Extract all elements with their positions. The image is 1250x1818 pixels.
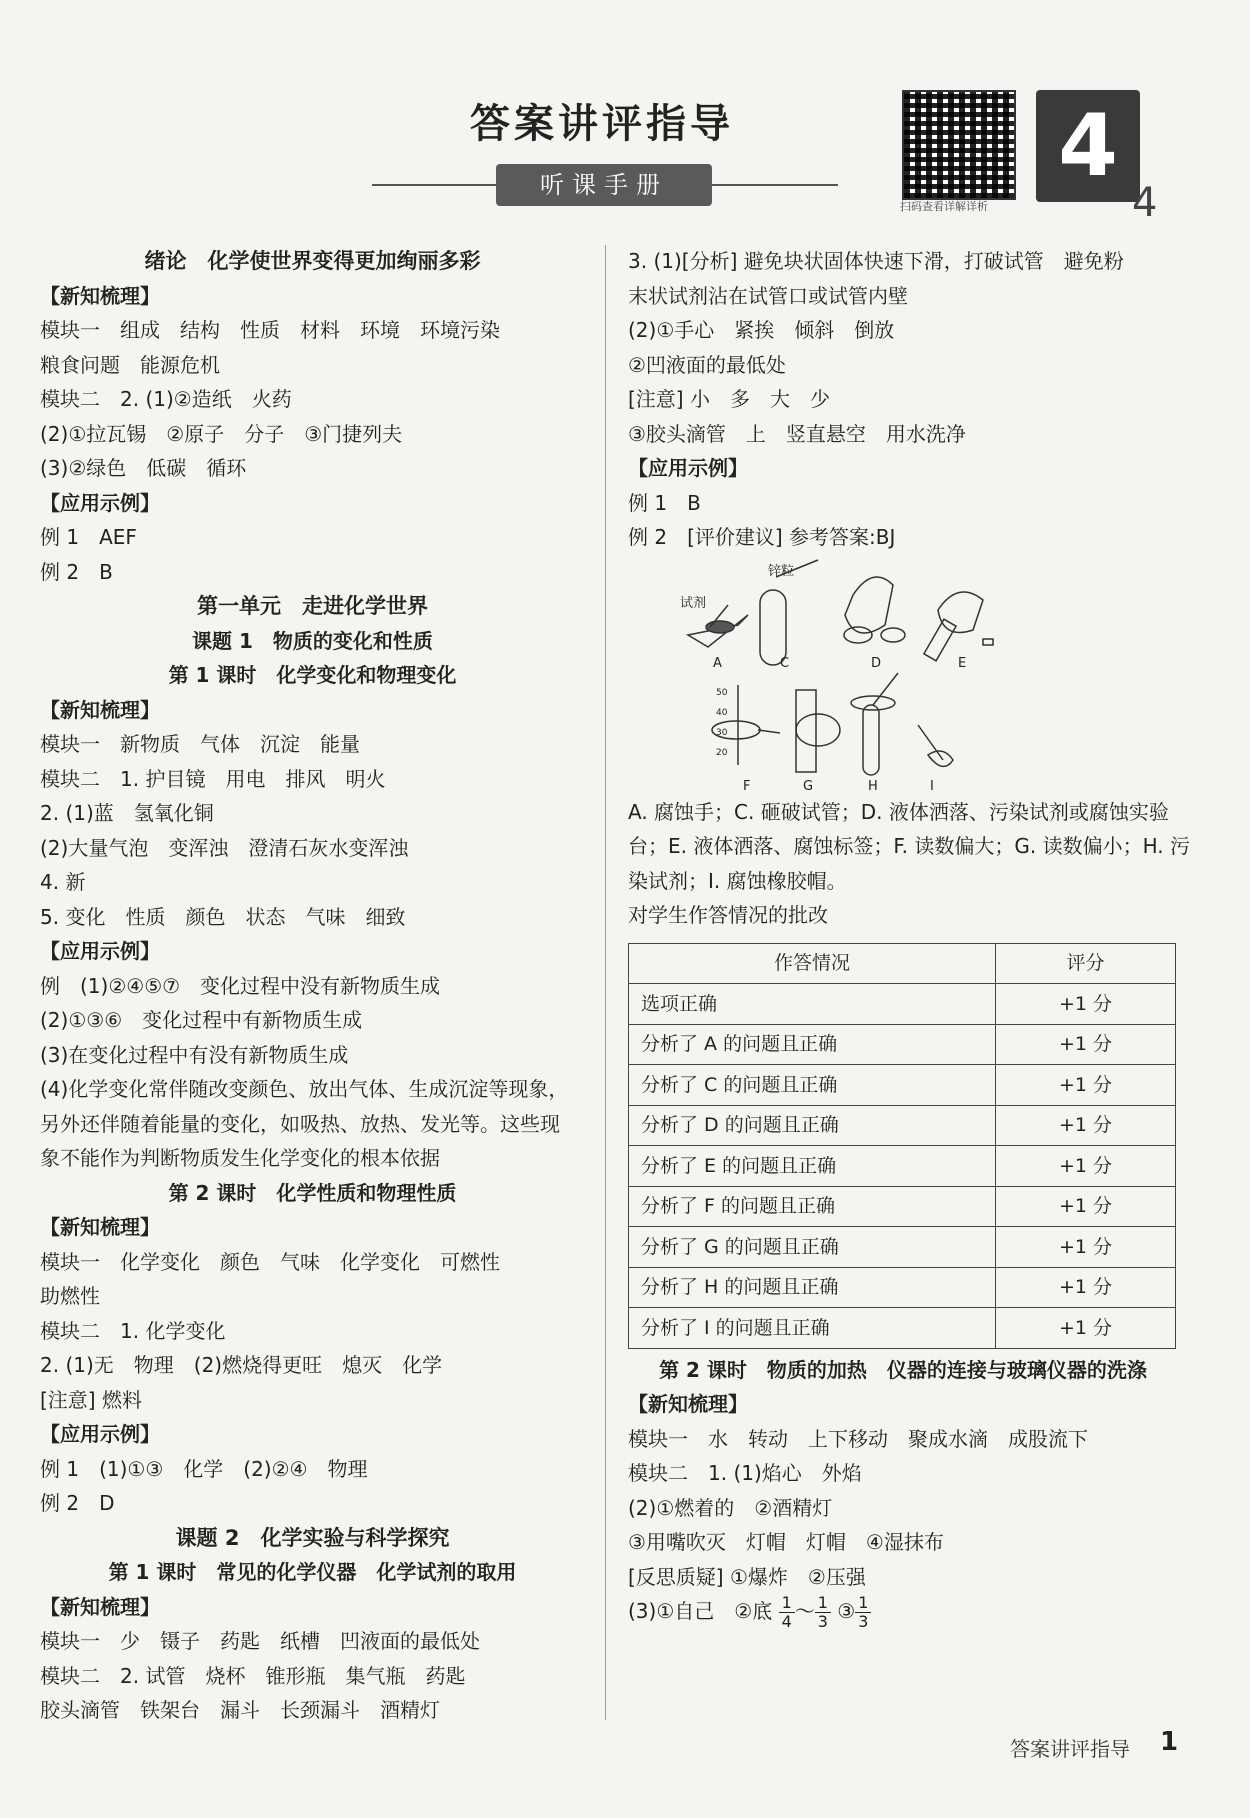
section-heading: 【应用示例】 — [40, 939, 160, 963]
answer-line: (2)①拉瓦锡 ②原子 分子 ③门捷列夫 — [40, 421, 403, 446]
answer-line: 例 1 AEF — [40, 525, 137, 549]
answer-line: 胶头滴管 铁架台 漏斗 长颈漏斗 酒精灯 — [40, 1698, 440, 1722]
table-cell-score: +1 分 — [996, 1267, 1176, 1308]
tick-40: 40 — [716, 707, 728, 718]
footer-label: 答案讲评指导 — [1010, 1737, 1130, 1761]
table-cell-answer: 分析了 A 的问题且正确 — [629, 1024, 996, 1065]
table-header-answer: 作答情况 — [629, 943, 996, 984]
answer-line: 4. 新 — [40, 870, 86, 894]
table-cell-score: +1 分 — [996, 1308, 1176, 1349]
table-row — [629, 1267, 1176, 1308]
answer-line: (2)①燃着的 ②酒精灯 — [628, 1495, 833, 1520]
table-cell-score: +1 分 — [996, 1105, 1176, 1146]
section-heading: 【应用示例】 — [40, 1422, 160, 1446]
label-zinc: 锌粒 — [768, 563, 795, 579]
column-divider — [605, 245, 606, 1720]
section-heading: 【应用示例】 — [628, 456, 748, 480]
answer-line: [反思质疑] ①爆炸 ②压强 — [628, 1564, 866, 1589]
table-cell-score: +1 分 — [996, 1227, 1176, 1268]
section-heading: 课题 1 物质的变化和性质 — [192, 628, 433, 653]
section-heading: 第 2 课时 物质的加热 仪器的连接与玻璃仪器的洗涤 — [659, 1357, 1147, 1382]
answer-line: (2)①③⑥ 变化过程中有新物质生成 — [40, 1008, 363, 1032]
table-cell-answer: 分析了 E 的问题且正确 — [629, 1146, 996, 1187]
answer-line: 模块二 2. (1)②造纸 火药 — [40, 387, 292, 411]
answer-line: 模块一 水 转动 上下移动 聚成水滴 成股流下 — [628, 1426, 1088, 1451]
table-row — [629, 1024, 1176, 1065]
table-cell-score: +1 分 — [996, 1146, 1176, 1187]
answer-line: 模块二 2. 试管 烧杯 锥形瓶 集气瓶 药匙 — [40, 1663, 466, 1688]
page-title: 答案讲评指导 — [470, 101, 734, 147]
page-number: 1 — [1160, 1727, 1179, 1757]
qr-caption: 扫码查看详解详析 — [900, 200, 988, 213]
table-row — [629, 1186, 1176, 1227]
answer-line: [注意] 燃料 — [40, 1387, 142, 1412]
test-tube-c — [760, 590, 786, 665]
table-cell-answer: 分析了 G 的问题且正确 — [629, 1227, 996, 1268]
label-a: A — [713, 655, 722, 671]
lab-operations-diagram — [668, 555, 1138, 795]
left-column — [40, 244, 585, 1728]
answer-line: 3. (1)[分析] 避免块状固体快速下滑，打破试管 避免粉 — [628, 249, 1124, 273]
answer-line: 模块二 1. (1)焰心 外焰 — [628, 1461, 862, 1485]
answer-line: 例 1 B — [628, 490, 701, 515]
hand-e — [938, 592, 983, 633]
hand-d — [845, 577, 893, 633]
lab-figure — [628, 555, 1178, 795]
answer-line: (2)①手心 紧挨 倾斜 倒放 — [628, 318, 895, 342]
section-heading: 第 1 课时 常见的化学仪器 化学试剂的取用 — [108, 1560, 517, 1584]
fraction-1-3-b: $\frac{1}{3}$ — [855, 1594, 871, 1631]
label-f: F — [743, 778, 751, 794]
section-tab: 听课手册 — [496, 164, 712, 206]
label-reagent: 试剂 — [680, 595, 707, 611]
answer-line: ③用嘴吹灭 灯帽 灯帽 ④湿抹布 — [628, 1530, 944, 1554]
tick-50: 50 — [716, 687, 728, 698]
label-e: E — [958, 655, 967, 671]
cylinder-g — [796, 690, 816, 772]
table-row — [629, 1105, 1176, 1146]
answer-line: (3)在变化过程中有没有新物质生成 — [40, 1042, 349, 1067]
table-cell-answer: 选项正确 — [629, 984, 996, 1025]
answer-line: 粮食问题 能源危机 — [40, 352, 220, 377]
section-heading: 【新知梳理】 — [40, 697, 160, 722]
table-cell-score: +1 分 — [996, 1024, 1176, 1065]
section-heading: 绪论 化学使世界变得更加绚丽多彩 — [144, 249, 481, 273]
fraction-1-3: $\frac{1}{3}$ — [815, 1594, 831, 1631]
table-cell-answer: 分析了 I 的问题且正确 — [629, 1308, 996, 1349]
volume-number-badge: 4 — [1036, 90, 1140, 202]
volume-number-small: 4 — [1132, 180, 1158, 226]
table-row — [629, 1065, 1176, 1106]
scoring-table — [628, 943, 1176, 1349]
answer-line: 例 2 D — [40, 1491, 115, 1515]
section-heading: 第 1 课时 化学变化和物理变化 — [168, 663, 457, 687]
table-row — [629, 1227, 1176, 1268]
tick-20: 20 — [716, 747, 728, 758]
table-cell-score: +1 分 — [996, 984, 1176, 1025]
label-i: I — [930, 778, 934, 794]
section-heading: 【应用示例】 — [40, 490, 160, 515]
label-h: H — [868, 778, 878, 794]
answer-line: 模块二 1. 护目镜 用电 排风 明火 — [40, 766, 386, 791]
answer-line: 模块一 组成 结构 性质 材料 环境 环境污染 — [40, 318, 500, 342]
answer-line: (4)化学变化常伴随改变颜色、放出气体、生成沉淀等现象， — [40, 1077, 569, 1101]
dropper-i — [918, 725, 943, 760]
table-cell-answer: 分析了 D 的问题且正确 — [629, 1105, 996, 1146]
answer-line: 模块一 少 镊子 药匙 纸槽 凹液面的最低处 — [40, 1629, 480, 1653]
answer-line: 另外还伴随着能量的变化，如吸热、放热、发光等。这些现 — [40, 1111, 560, 1136]
answer-line: 模块一 新物质 气体 沉淀 能量 — [40, 732, 360, 756]
answer-line: 2. (1)蓝 氢氧化铜 — [40, 801, 214, 825]
answer-line: [注意] 小 多 大 少 — [628, 387, 830, 411]
fraction-1-4: $\frac{1}{4}$ — [779, 1594, 795, 1631]
right-column — [628, 244, 1190, 1631]
answer-line: 模块二 1. 化学变化 — [40, 1318, 226, 1343]
answer-line: ②凹液面的最低处 — [628, 352, 786, 377]
qr-code[interactable] — [902, 90, 1016, 200]
section-heading: 【新知梳理】 — [40, 1594, 160, 1619]
label-d: D — [871, 655, 882, 671]
answer-line: 例 2 B — [40, 559, 113, 584]
answer-line: (3)②绿色 低碳 循环 — [40, 456, 247, 480]
answer-line: 台；E. 液体洒落、腐蚀标签；F. 读数偏大；G. 读数偏小；H. 污 — [628, 834, 1190, 858]
table-cell-score: +1 分 — [996, 1065, 1176, 1106]
table-cell-answer: 分析了 F 的问题且正确 — [629, 1186, 996, 1227]
tube-h — [863, 705, 879, 775]
answer-line: ③胶头滴管 上 竖直悬空 用水洗净 — [628, 421, 966, 446]
answer-line: 例 2 [评价建议] 参考答案:BJ — [628, 525, 896, 549]
section-heading: 第 2 课时 化学性质和物理性质 — [168, 1180, 457, 1205]
label-g: G — [803, 778, 814, 794]
answer-line: 象不能作为判断物质发生化学变化的根本依据 — [40, 1146, 440, 1170]
answer-line: 模块一 化学变化 颜色 气味 化学变化 可燃性 — [40, 1249, 500, 1274]
table-row — [629, 1308, 1176, 1349]
answer-line: (2)大量气泡 变浑浊 澄清石灰水变浑浊 — [40, 835, 409, 860]
label-c: C — [780, 655, 790, 671]
table-cell-answer: 分析了 C 的问题且正确 — [629, 1065, 996, 1106]
heating-answer-line: (3)①自己 ②底 $\frac{1}{4}$ ～ $\frac{1}{3}$ ③ $\frac{1}{3}$ — [628, 1594, 1178, 1631]
section-heading: 【新知梳理】 — [40, 283, 160, 308]
answer-line: 末状试剂沾在试管口或试管内壁 — [628, 283, 908, 308]
table-cell-answer: 分析了 H 的问题且正确 — [629, 1267, 996, 1308]
table-cell-score: +1 分 — [996, 1186, 1176, 1227]
table-row — [629, 1146, 1176, 1187]
answer-line: 例 (1)②④⑤⑦ 变化过程中没有新物质生成 — [40, 973, 441, 998]
answer-line: 染试剂；I. 腐蚀橡胶帽。 — [628, 868, 847, 893]
tick-30: 30 — [716, 727, 728, 738]
answer-line: 对学生作答情况的批改 — [628, 903, 828, 927]
table-header-score: 评分 — [996, 943, 1176, 984]
section-heading: 【新知梳理】 — [628, 1392, 748, 1416]
answer-line: 例 1 (1)①③ 化学 (2)②④ 物理 — [40, 1456, 368, 1481]
section-heading: 第一单元 走进化学世界 — [197, 594, 428, 618]
answer-line: 5. 变化 性质 颜色 状态 气味 细致 — [40, 904, 406, 929]
section-heading: 【新知梳理】 — [40, 1215, 160, 1239]
section-heading: 课题 2 化学实验与科学探究 — [175, 1525, 450, 1550]
table-row — [629, 984, 1176, 1025]
answer-line: A. 腐蚀手；C. 砸破试管；D. 液体洒落、污染试剂或腐蚀实验 — [628, 799, 1169, 824]
answer-line: 助燃性 — [40, 1284, 100, 1308]
answer-line: 2. (1)无 物理 (2)燃烧得更旺 熄灭 化学 — [40, 1353, 443, 1377]
